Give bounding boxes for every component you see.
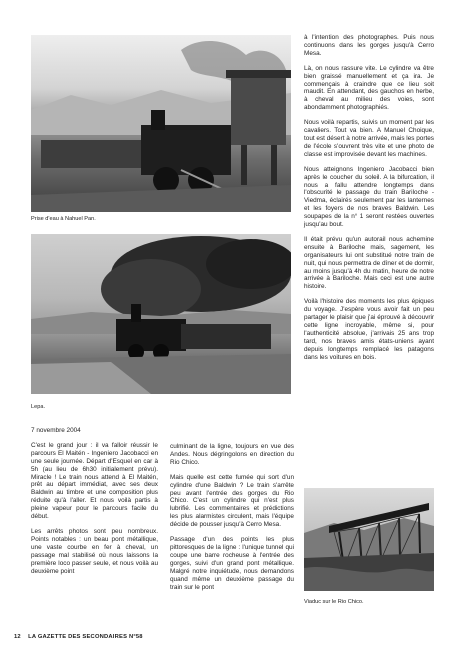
page-number: 12 — [14, 634, 21, 640]
paragraph: Nous atteignons Ingeniero Jacobacci bien après le coucher du soleil. A la bifurcation, il nous a fallu attendre longtemps dans l'obscurité le passage du train Bariloche - Viedma, éclairés seulement par les lanternes et les foyers de nos braves Baldwin. Les soupapes de la n° 1 seront restées ouvertes jusqu'au bout. — [304, 165, 434, 229]
article-column-3 — [304, 34, 434, 369]
page-footer — [14, 634, 143, 640]
paragraph: Passage d'un des points les plus pittoresques de la ligne : l'unique tunnel qui coupe une barre rocheuse à l'entrée des gorges, suivi d'un grand pont métallique. Malgré notre inquiétude, nous demandons quand même un deuxième passage du train sur le pont — [170, 536, 294, 591]
nahuel-pan-scene — [31, 35, 291, 212]
paragraph: Voilà l'histoire des moments les plus épiques du voyage. J'espère vous avoir fait un peu partager le plaisir que j'ai éprouvé à découvrir cette ligne incroyable, même si, pour l'authenticité absolue, j'arrivais 25 ans trop tard, nos braves amis états-uniens ayant depuis longtemps remplacé les patagons dans les voitures en bois. — [304, 298, 434, 361]
photo-caption-nahuel-pan: Prise d'eau à Nahuel Pan. — [31, 216, 96, 222]
article-date: 7 novembre 2004 — [31, 427, 81, 434]
paragraph: Nous voilà repartis, suivis un moment par les cavaliers. Tout va bien. A Manuel Choique, tout est désert à notre arrivée, mais les portes de l'école s'ouvrent très vite et une photo de classe est improvisée devant les machines. — [304, 119, 435, 158]
lepa-scene — [31, 234, 291, 394]
paragraph: Il était prévu qu'un autorail nous achemine ensuite à Bariloche mais, sagement, les organisateurs lui ont substitué notre train de nuit, qui nous permettra de dîner et de dormir, au moins jusqu'à 4h du matin, heure de notre arrivée à Bariloche. Mais ceci est une autre histoire. — [304, 235, 434, 291]
paragraph: à l'intention des photographes. Puis nous continuons dans les gorges jusqu'à Cerro Mesa. — [304, 34, 434, 57]
photo-lepa — [31, 234, 291, 394]
article-column-2 — [170, 443, 294, 598]
photo-rio-chico — [304, 488, 434, 591]
publication-title: LA GAZETTE DES SECONDAIRES N°58 — [28, 634, 143, 640]
rio-chico-viaduct-scene — [304, 488, 434, 591]
photo-nahuel-pan — [31, 35, 291, 212]
paragraph: Là, on nous rassure vite. Le cylindre va être bien graissé manuellement et ça ira. Je commençais à craindre que ce lieu soit maudit. En attendant, des gauchos en herbe, à cheval au milieu des voies, sont abondamment photographiés. — [304, 64, 434, 112]
photo-caption-lepa: Lepa. — [31, 404, 45, 410]
paragraph: Les arrêts photos sont peu nombreux. Points notables : un beau pont métallique, une vaste courbe en fer à cheval, un passage mal stabilisé où nous laissons la première loco passer seule, et nous voilà au deuxième point — [31, 527, 158, 575]
paragraph: C'est le grand jour : il va falloir réussir le parcours El Maitén - Ingeniero Jacobacci en une seule journée. Départ d'Esquel en car à 5h (au lieu de 6h30 initialement prévu). Miracle ! Le train nous attend à El Maitén, prêt au départ immédiat, avec ses deux Baldwin au timbre et une composition plus réduite qu'à l'aller. Et nous voilà partis à pleine vapeur pour le parcours facile du début. — [31, 441, 158, 521]
article-column-1 — [31, 427, 158, 582]
paragraph: culminant de la ligne, toujours en vue des Andes. Nous dégringolons en direction du Rio Chico. — [170, 443, 294, 466]
paragraph: Mais quelle est cette fumée qui sort d'un cylindre d'une Baldwin ? Le train s'arrête peu avant l'entrée des gorges du Rio Chico. C'est un cylindre qui n'est plus lubrifié. Les commentaires et prédictions les plus alarmistes circulent, mais l'équipe décide de pousser jusqu'à Cerro Mesa. — [170, 473, 294, 529]
photo-caption-rio-chico: Viaduc sur le Rio Chico. — [304, 599, 364, 605]
